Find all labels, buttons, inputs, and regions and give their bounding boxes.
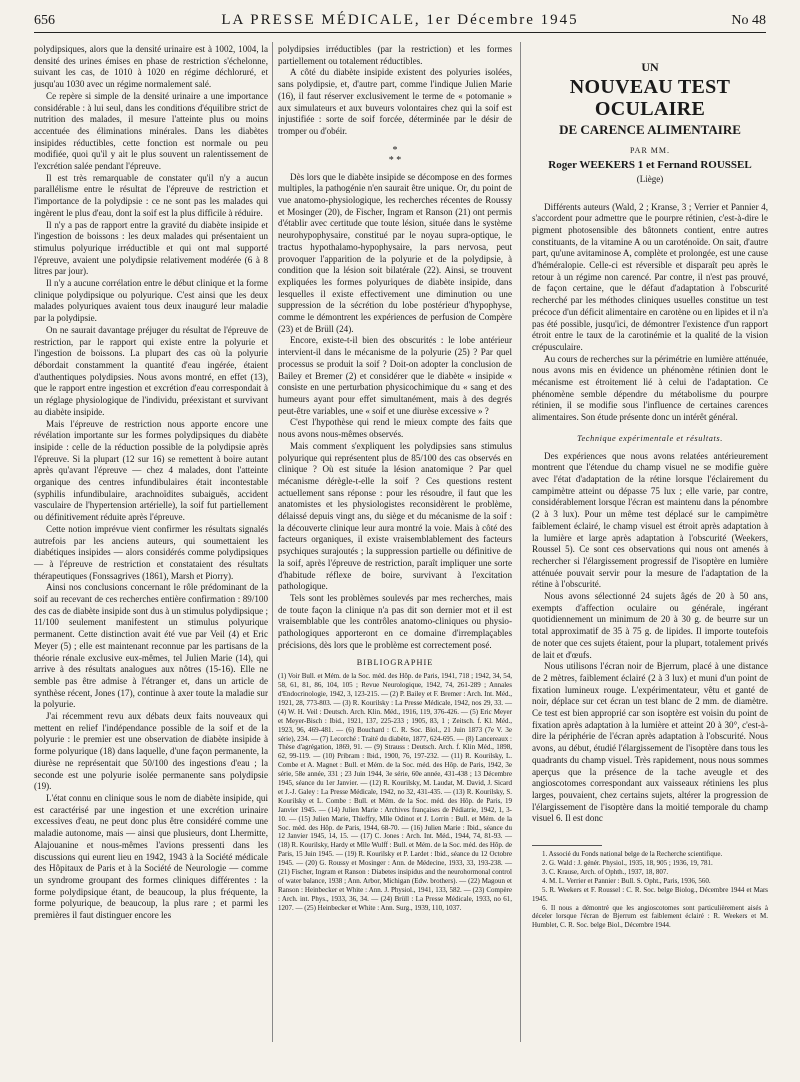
paragraph: Nous utilisons l'écran noir de Bjerrum, placé à une distance de 2 mètres, faiblement éclairé (2 à 3 lux) et muni d'un point de fixation lumineux rouge. L'expérimentateur, vêtu et ganté de noir, déplace sur cet écran un test blanc de 2 mm. de diamètre. Ce test est bien approprié car son isoptère est voisin du point de fixation après adaptation à la lumière et atteint 20 à 30°, c'est-à-dire la périphérie de l'écran après adaptation à l'obscurité. Nous avons, au début, étudié l'élargissement de l'isoptère dans tous les quadrants du champ visuel. Très rapidement, nous nous sommes aperçus que la présence de la tache aveugle et des angioscotomes correspondant aux vaisseaux rétiniens les plus larges, pouvaient, chez certains sujets, altérer la progression de l'élargissement de l'isoptère dans la moitié temporale du champ visuel 6. Il est donc	[532, 661, 768, 824]
paragraph: polydipsies irréductibles (par la restriction) et les formes partiellement ou totalement réductibles.	[278, 44, 512, 66]
footnote-rule	[532, 845, 602, 846]
footnote: 5. R. Weekers et F. Roussel : C. R. Soc. belge Biolog., Décembre 1944 et Mars 1945.	[532, 885, 768, 903]
page-header	[34, 10, 766, 33]
issue-number: No 48	[731, 13, 766, 28]
article-title: NOUVEAU TEST OCULAIRE	[569, 75, 731, 120]
page-number: 656	[34, 13, 55, 28]
column-rule	[520, 42, 521, 1042]
column-rule	[272, 42, 273, 1042]
paragraph: Tels sont les problèmes soulevés par mes recherches, mais de toute façon la clinique n'a pas dit son dernier mot et il est vraisemblable que les contrôles anatomo-cliniques ou physio-pathologiques apporteront en ce domaine d'irremplaçables précisions, dès lors que le problème est correctement posé.	[278, 592, 512, 650]
column-middle	[278, 44, 512, 913]
paragraph: Au cours de recherches sur la périmétrie en lumière atténuée, nous avons mis en évidence un phénomène rétinien dont le mécanisme est étroitement lié à celui de l'adaptation. Ce phénomène semble dépendre du métabolisme du pourpre rétinien, il se modifie sous l'influence de certaines carences alimentaires. Son étude présente donc un intérêt général.	[532, 353, 768, 423]
footnote: 1. Associé du Fonds national belge de la Recherche scientifique.	[542, 850, 723, 859]
footnotes	[532, 850, 768, 930]
paragraph: Des expériences que nous avons relatées antérieurement montrent que l'étendue du champ visuel ne se modifie guère avec l'état d'adaptation de la rétine lorsque l'éclairement du campimètre atteint ou dépasse 75 lux ; elle varie, par contre, considérablement lorsque l'écran est maintenu dans la pénombre (2 à 3 lux). Pour un même test déplacé sur le campimètre faiblement éclairé, le champ visuel est étroit après adaptation à la lumière et large après adaptation à l'obscurité (Weekers, Roussel 5). Ce sont ces observations qui nous ont amenés à rechercher si l'élargissement progressif de l'isoptère en lumière atténuée pouvait servir pour la mesure de l'adaptation de la rétine à l'obscurité.	[532, 450, 768, 590]
paragraph: Il n'y a pas de rapport entre la gravité du diabète insipide et l'ingestion de boissons : les deux malades qui présentaient un stimulus polyurique irréductible et qui ont mal supporté l'épreuve, avaient une polydipsie relativement modérée (6 à 8 litres par jour).	[34, 219, 268, 277]
paragraph: On ne saurait davantage préjuger du résultat de l'épreuve de restriction, par le rapport qui existe entre la polyurie et l'ingestion de boissons. La plupart des cas où la polyurie débordait constamment la quantité d'eau ingérée, étaient d'authentiques polydipsies. Nous avons montré, en effet (13), que le rapport entre ingestion et excrétion d'eau correspondait à un réglage physiologique de l'individu, préexistant et survivant au diabète insipide.	[34, 324, 268, 417]
journal-title: LA PRESSE MÉDICALE, 1er Décembre 1945	[221, 12, 579, 28]
article-subtitle: DE CARENCE ALIMENTAIRE	[559, 121, 741, 137]
paragraph: Différents auteurs (Wald, 2 ; Kranse, 3 ; Verrier et Pannier 4, s'accordent pour admettre que le pourpre rétinien, c'est-à-dire le pigment photosensible des bâtonnets contient, entre autres constituants, de la vitamine A ou un caroténoïde. On sait, d'autre part, qu'une avitaminose A, complète et prolongée, est une cause d'héméralopie. Celle-ci est réversible et disparaît peu après le retour à un régime non carencé. Par contre, il n'est pas prouvé, de façon certaine, que le défaut d'adaptation à l'obscurité recherché par les méthodes cliniques usuelles constitue un test précoce d'un déficit alimentaire en carotène ou en lipides et il n'a pas été possible, jusqu'ici, de démontrer l'existence d'un rapport étroit entre le taux de la carotinémie et la qualité de la vision crépusculaire.	[532, 201, 768, 352]
column-right	[532, 44, 768, 930]
article-authors: Roger WEEKERS 1 et Fernand ROUSSEL	[548, 159, 752, 172]
paragraph: Mais l'épreuve de restriction nous apporte encore une révélation importante sur les formes polydipsiques du diabète insipide : celle de la réduction possible de la polydipsie après l'épreuve. Si la plupart (12 sur 16) se remettent à boire autant après qu'avant l'épreuve — chez 4 malades, dont l'atteinte organique des centres infundibulaires était incontestable (syphilis infundibulaire, arachnoïdites subaiguës, accident vasculaire de l'hypertension artérielle), la soif fut partiellement ou définitivement réduite après l'épreuve.	[34, 418, 268, 523]
byline-prefix: PAR MM.	[629, 146, 671, 156]
bibliography: (1) Voir Bull. et Mém. de la Soc. méd. des Hôp. de Paris, 1941, 718 ; 1942, 34, 54, 58, 61, 81, 86, 104, 105 ; Revue Neurologique, 1942, 74, 261-289 ; Annales d'Endocrinologie, 1942, 3, 123-215. — (2) P. Bailey et F. Bremer : Arch. Int. Méd., 1921, 28, 773-803. — (3) R. Kourilsky : La Presse Médicale, 1942, nos 29, 33. — (4) W. H. Veil : Deutsch. Arch. Klin. Méd., 1916, 119, 376-426. — (5) Eric Meyer et Meyer-Bisch : Ibid., 1921, 137, 225-233 ; 1905, 83, 1 ; Zeitsch. f. Kl. Méd., 1923, 96, 469-481. — (6) Bouchard : C. R. Soc. Biol., 21 Juin 1873 (7e V. 3e série), 234. — (7) Lecorché : Traité du diabète, 1877, 624-695. — (8) Lancereaux : Thèse d'agrégation, 1869, 91. — (9) Strauss : Deutsch. Arch. f. Klin Méd., 1898, 62, 99-119. — (10) Pribram : Ibid., 1900, 76, 197-232. — (11) R. Kourilsky, L. Combe et A. Magnet : Bull. et Mém. de la Soc. méd. des Hôp. de Paris, 1942, 3e série, 58e année, 331 ; 23 Juin 1944, 3e série, 60e année, 431-438 ; 13 Décembre 1945, séance du 1er Janvier. — (12) R. Kourilsky, M. Laudat, M. David, J. Sicard et J.-J. Galey : La Presse Médicale, 1942, no 32, 431-435. — (13) R. Kourilsky, S. Kourilsky et L. Combe : Bull. et Mém. de la Soc. méd. des Hôp. de Paris, 19 Janvier 1945. — (14) Julien Marie : Archives françaises de Pédiatrie, 1942, 1, 3-10. — (15) Julien Marie, Thieffry, Mlle Odinot et J. Lorrin : Bull. et Mém. de la Soc. méd. des Hôp. de Paris, 1944, 68-70. — (16) Julien Marie : Ibid., séance du 12 Janvier 1945, 14, 15. — (17) C. Jones : Arch. Int. Méd., 1944, 74, 81-93. — (18) R. Kourilsky, Hardy et Mlle Wulff : Bull. et Mém. de la Soc. méd. des Hôp. de Paris, 15 Juin 1945. — (19) R. Kourilsky et P. Lardet : Ibid., séance du 12 Octobre 1945. — (20) G. Roussy et Mosinger : Ann. de Médecine, 1933, 33, 193-238. — (21) Fischer, Ingram et Ranson : Diabetes insipidus and the neurohormonal control of water balance, 1938 ; Ann. Arbor, Michigan (Edw. brothers). — (22) Magoun et Ranson : Heinbecker et White : Ann. J. Physiol., 1941, 133, 582. — (23) Compère : Arch. int. Phys., 1933, 36, 34. — (24) Brüll : La Presse Médicale, 1933, no 61, 1207. — (25) Heinbecker et White : Ann. Surg., 1939, 110, 1037.	[278, 672, 512, 912]
paragraph: Il est très remarquable de constater qu'il n'y a aucun parallélisme entre le résultat de l'épreuve de restriction et l'importance de la polydipsie : ce ne sont pas les malades qui ingèrent le plus d'eau, dont la soif est la plus difficile à réduire.	[34, 172, 268, 218]
column-left	[34, 44, 268, 922]
footnote: 4. M. L. Verrier et Pannier : Bull. S. Opht., Paris, 1936, 560.	[542, 876, 711, 885]
paragraph: Encore, existe-t-il bien des obscurités : le lobe antérieur intervient-il dans le mécanisme de la polyurie (25) ? Par quel processus se produit la soif ? Doit-on adopter la conclusion de Bailey et Bremer (2) et considérer que le diabète « insipide « consiste en une perturbation physicochimique du « sang et des humeurs ayant pour effet simultanément, mais à des degrés peut-être variables, une « soif et une diurèse excessive » ?	[278, 335, 512, 416]
paragraph: L'état connu en clinique sous le nom de diabète insipide, qui est caractérisé par une ingestion et une excrétion urinaire excessives d'eau, ne peut donc plus être considéré comme une maladie autonome, mais — ainsi que plusieurs, dont Lhermitte, Alajouanine et nous-mêmes l'avions pressenti dans les discussions qui eurent lieu en 1942, 1943 à la Société médicale des Hôpitaux de Paris et à la Société de Neurologie — comme un syndrome groupant des formes cliniques différentes : la forme polydipsique étant, de beaucoup, la plus fréquente, la forme polyurique, de beaucoup, la plus rare ; et parmi les premières il faut distinguer encore les	[34, 793, 268, 921]
paragraph: Il n'y a aucune corrélation entre le début clinique et la forme clinique polydipsique ou polyurique. C'est ainsi que les deux malades polyuriques avaient tous deux inauguré leur maladie par la polydipsie.	[34, 278, 268, 324]
section-heading: Technique expérimentale et résultats.	[577, 433, 723, 443]
paragraph: Nous avons sélectionné 24 sujets âgés de 20 à 50 ans, exempts d'affection oculaire ou générale, ingérant quotidiennement un minimum de 20 à 30 g. de beurre sur un total approximatif de 35 à 75 g. de lipides. Il importe toutefois de noter que ces sujets étaient, pour la plupart, totalement privés de lait et d'œufs.	[532, 591, 768, 660]
paragraph: polydipsiques, alors que la densité urinaire est à 1002, 1004, la densité des urines émises en phase de restriction s'échelonne, suivant les cas, de 1010 à 1020 en régime déchloruré, et jusqu'au 1030 avec un régime normalement salé.	[34, 44, 268, 90]
paragraph: Mais comment s'expliquent les polydipsies sans stimulus polyurique qui représentent plus de 85/100 des cas observés en clinique ? Où est située la lésion anatomique ? Par quel mécanisme dérègle-t-elle la soif ? Ces questions restent actuellement sans réponse : pour les résoudre, il faut que les anatomistes et les physiologistes reconsidèrent le problème, délaissé depuis vingt ans, du siège et du mécanisme de la soif : la découverte clinique leur aura montré la voie. Mais à côté des facteurs organiques, il existe vraisemblablement des facteurs psychiques surajoutés ; la suppression partielle ou définitive de la soif, après l'épreuve de restriction, paraît impliquer une sorte d'habitude réflexe de boire, survivant à l'excitation pathologique.	[278, 440, 512, 592]
article-kicker: UN	[641, 60, 659, 74]
section-separator: * * *	[388, 144, 402, 166]
footnote: 6. Il nous a démontré que les angioscotomes sont particulièrement aisés à déceler lorsque l'écran de Bjerrum est faiblement éclairé : R. Weekers et M. Humblet, C. R. Soc. belge Biol., Décembre 1944.	[532, 903, 768, 930]
article-affiliation: (Liège)	[636, 173, 664, 184]
paragraph: Dès lors que le diabète insipide se décompose en des formes multiples, la pathogénie n'en saurait être unique. Or, du point de vue anatomo-physiologique, les recherches récentes de Roussy et Mosinger (20), de Fischer, Ingram et Ranson (21) ont permis d'établir avec certitude que toute lésion, située dans le système neurohypophysaire, constitué par le noyau supra-optique, le tractus hypothalamo-hypophysaire, la pars nervosa, peut provoquer l'apparition de la polyurie et de la polydipsie, à condition que la lésion soit bilatérale (22). Ainsi, se trouvent expliquées les formes polyuriques de diabète insipide, dans lesquelles il existe effectivement une diminution ou une suppression de la sécrétion du lobe postérieur d'hypophyse, comme le démontrent les expériences de perfusion de Compère (23) et de Brüll (24).	[278, 171, 512, 334]
footnote: 2. G. Wald : J. génér. Physiol., 1935, 18, 905 ; 1936, 19, 781.	[542, 858, 713, 867]
paragraph: Ainsi nos conclusions concernant le rôle prédominant de la soif au recevant de ces recherches entière confirmation : 89/100 des cas de diabète insipide sont dus à un stimulus polydipsique ; 11/100 seulement manifestent un stimulus polyurique permanent. Cette distinction avait été vue par Veil (4) et Eric Meyer (5) ; elle est maintenant reconnue par les partisans de la théorie rénale exclusive eux-mêmes, tel Julien Marie (14), qui arrive à des résultats analogues aux nôtres (15-16). Elle ne semble pas être admise à l'étranger et, dans un article de synthèse récent, Jones (17), continue à axer toute la maladie sur la polyurie.	[34, 582, 268, 710]
paragraph: Ce repère si simple de la densité urinaire a une importance considérable : à lui seul, dans les conditions d'équilibre strict de nutrition des malades, il mesure l'atteinte plus ou moins accentuée des éliminations minérales. Dans les diabètes insipides réductibles, cette fonction est normale ou peu modifiée, quoi qu'il y ait le plus souvent un ralentissement de l'excrétion salée pendant l'épreuve.	[34, 90, 268, 172]
paragraph: A côté du diabète insipide existent des polyuries isolées, sans polydipsie, et, d'autre part, comme l'indique Julien Marie (16), il faut réserver exclusivement le terme de « potomanie » aux simulateurs et aux buveurs volontaires chez qui la soif est injustifiée : sorte de soif forcée, déterminée par le désir de tromper ou d'obéir.	[278, 67, 512, 136]
paragraph: Cette notion imprévue vient confirmer les résultats signalés autrefois par les anciens auteurs, qui soumettaient les diabétiques insipides — alors considérés comme polydipsiques — à l'épreuve de restriction et constataient des résultats thérapeutiques (Fonssagrives (1861), Marsh et Piorry).	[34, 523, 268, 581]
paragraph: J'ai récemment revu aux débats deux faits nouveaux qui mettent en relief l'indépendance possible de la soif et de la polyurie : le premier est une observation de diabète insipide à forme polyurique (18) dans laquelle, d'une façon permanente, la diurèse ne représentait que 50/100 des ingestions d'eau ; la seconde est une polyurie isolée permanente sans polydipsie (19).	[34, 711, 268, 792]
paragraph: C'est l'hypothèse qui rend le mieux compte des faits que nous avons nous-mêmes observés.	[278, 417, 512, 440]
footnote: 3. C. Krause, Arch. of Ophth., 1937, 18, 807.	[542, 867, 669, 876]
bibliography-heading: BIBLIOGRAPHIE	[356, 658, 434, 668]
